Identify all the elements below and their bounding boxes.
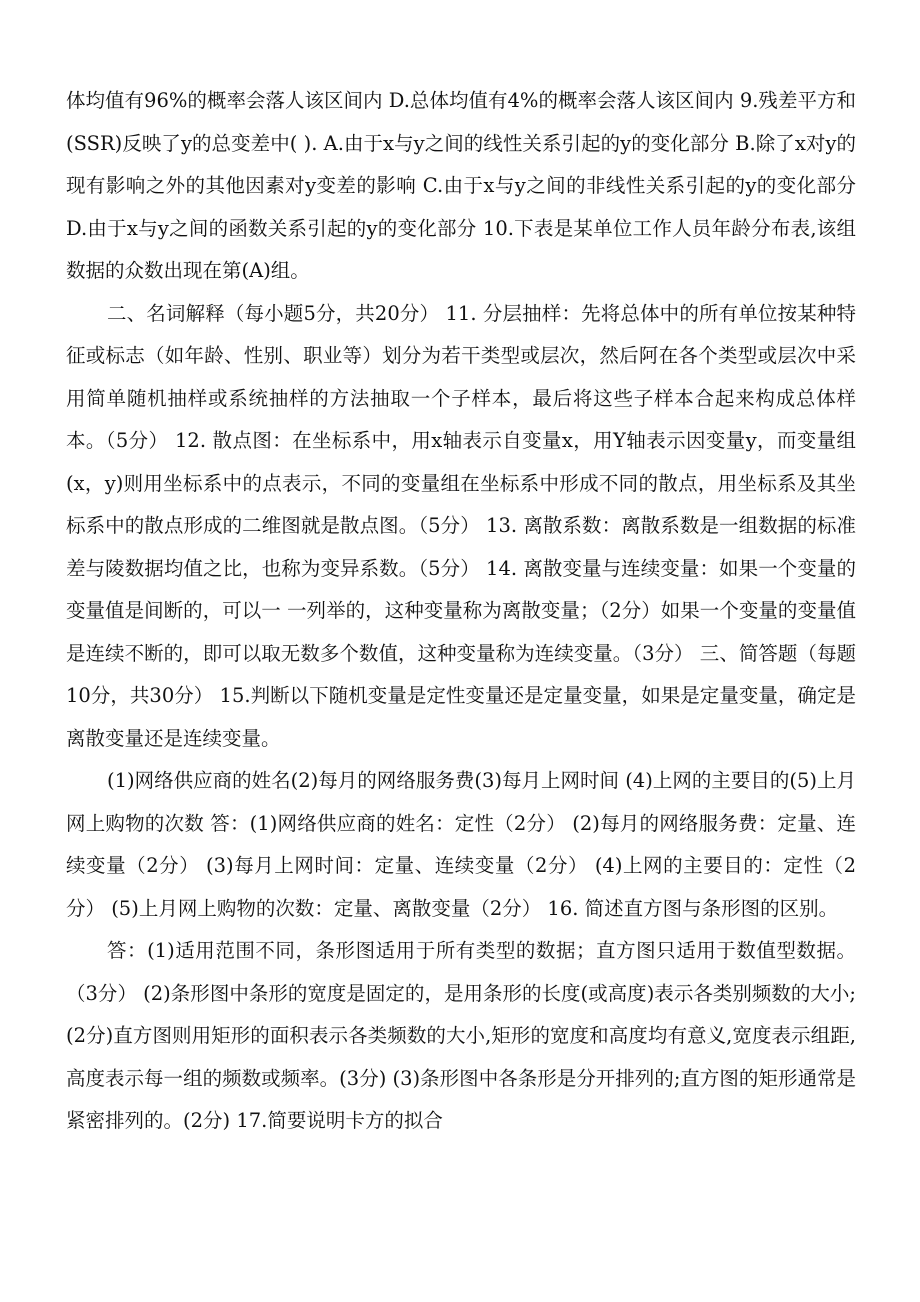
paragraph-1: 体均值有96%的概率会落人该区间内 D.总体均值有4%的概率会落人该区间内 9.残差平方和(SSR)反映了y的总变差中( ). A.由于x与y之间的线性关系引起的y的变化部分 B.除了x对y的现有影响之外的其他因素对y变差的影响 C.由于x与y之间的非线性关系引起的y的变化部分 D.由于x与y之间的函数关系引起的y的变化部分 10.下表是某单位工作人员年龄分布表,该组数据的众数出现在第(A)组。: [66, 89, 856, 282]
document-body: [66, 80, 856, 1143]
paragraph-4: 答：(1)适用范围不同，条形图适用于所有类型的数据；直方图只适用于数值型数据。（3分） (2)条形图中条形的宽度是固定的，是用条形的长度(或高度)表示各类别频数的大小;(2分)直方图则用矩形的面积表示各类频数的大小,矩形的宽度和高度均有意义,宽度表示组距,高度表示每一组的频数或频率。(3分) (3)条形图中各条形是分开排列的;直方图的矩形通常是紧密排列的。(2分) 17.简要说明卡方的拟合: [66, 939, 856, 1132]
paragraph-3: (1)网络供应商的姓名(2)每月的网络服务费(3)每月上网时间 (4)上网的主要目的(5)上月网上购物的次数 答：(1)网络供应商的姓名：定性（2分） (2)每月的网络服务费：定量、连续变量（2分） (3)每月上网时间：定量、连续变量（2分） (4)上网的主要目的：定性（2分） (5)上月网上购物的次数：定量、离散变量（2分） 16. 简述直方图与条形图的区别。: [66, 769, 856, 920]
paragraph-2: 二、名词解释（每小题5分，共20分） 11. 分层抽样：先将总体中的所有单位按某种特征或标志（如年龄、性别、职业等）划分为若干类型或层次，然后阿在各个类型或层次中采用简单随机抽样或系统抽样的方法抽取一个子样本，最后将这些子样本合起来构成总体样本。（5分） 12. 散点图：在坐标系中，用x轴表示自变量x，用Y轴表示因变量y，而变量组(x，y)则用坐标系中的点表示，不同的变量组在坐标系中形成不同的散点，用坐标系及其坐标系中的散点形成的二维图就是散点图。（5分） 13. 离散系数：离散系数是一组数据的标准差与陵数据均值之比，也称为变异系数。（5分） 14. 离散变量与连续变量：如果一个变量的变量值是间断的，可以一 一列举的，这种变量称为离散变量；（2分）如果一个变量的变量值是连续不断的，即可以取无数多个数值，这种变量称为连续变量。（3分） 三、简答题（每题10分，共30分） 15.判断以下随机变量是定性变量还是定量变量，如果是定量变量，确定是离散变量还是连续变量。: [66, 301, 856, 750]
